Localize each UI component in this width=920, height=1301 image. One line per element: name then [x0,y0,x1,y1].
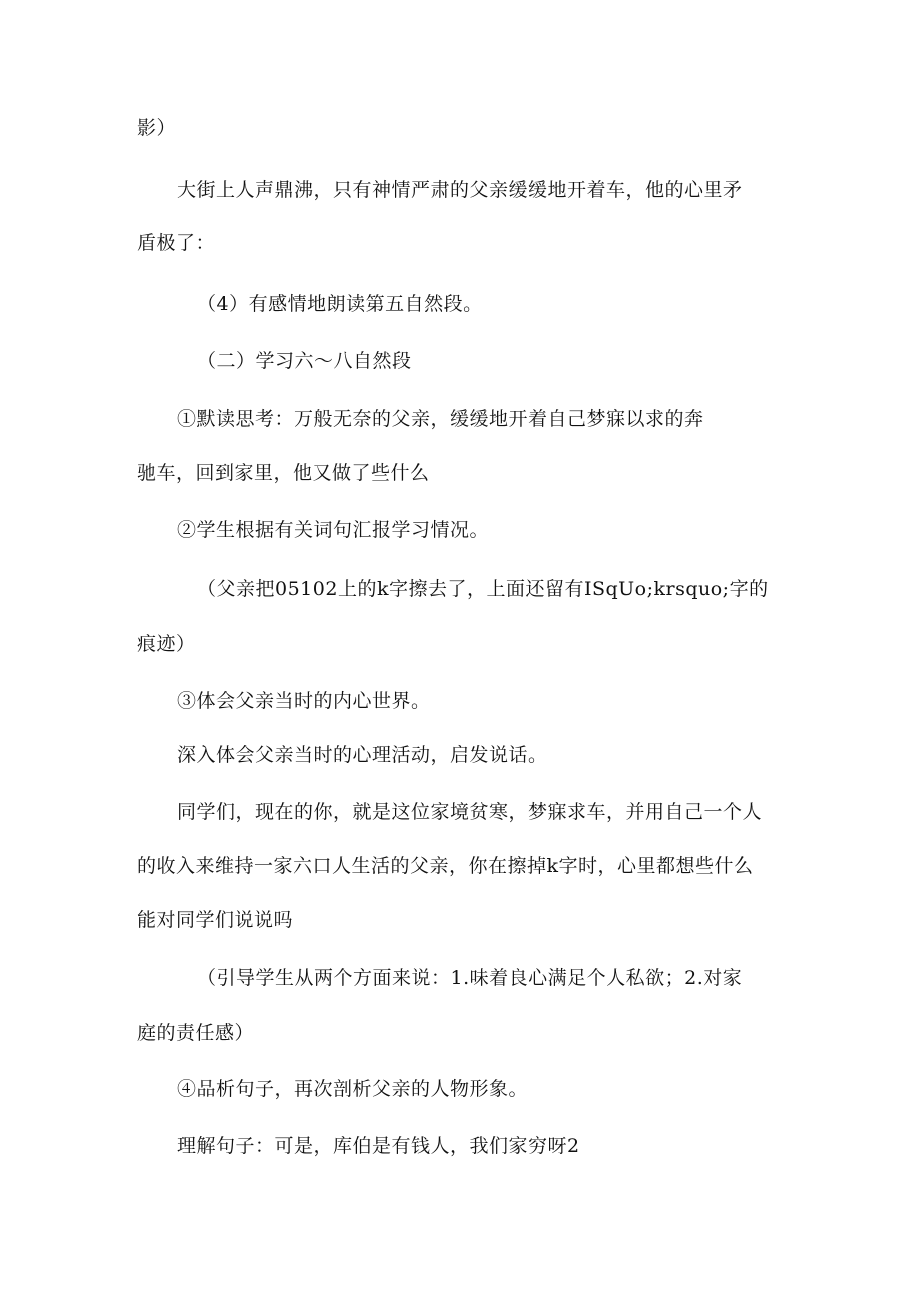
text-line-11: ③体会父亲当时的内心世界。 [177,690,431,712]
text-line-14: 的收入来维持一家六口人生活的父亲，你在擦掉k字时，心里都想些什么 [137,855,754,877]
text-line-16: （引导学生从两个方面来说：1.味着良心满足个人私欲；2.对家 [197,967,743,989]
text-line-5: （二）学习六～八自然段 [197,350,412,372]
text-line-8: ②学生根据有关词句汇报学习情况。 [177,519,490,541]
text-line-13: 同学们，现在的你，就是这位家境贫寒，梦寐求车，并用自己一个人 [177,801,763,823]
text-line-17: 庭的责任感） [137,1022,255,1044]
text-line-19: 理解句子：可是，库伯是有钱人，我们家穷呀2 [177,1135,580,1157]
text-line-10: 痕迹） [137,633,196,655]
text-line-7: 驰车，回到家里，他又做了些什么 [137,462,430,484]
text-line-15: 能对同学们说说吗 [137,909,294,931]
text-line-1: 影） [137,117,177,139]
text-line-2: 大街上人声鼎沸，只有神情严肃的父亲缓缓地开着车，他的心里矛 [177,179,743,201]
text-line-9: （父亲把05102上的k字擦去了，上面还留有ISqUo;krsquo;字的 [197,578,769,600]
text-line-6: ①默读思考：万般无奈的父亲，缓缓地开着自己梦寐以求的奔 [177,408,704,430]
text-line-3: 盾极了： [137,232,216,254]
text-line-4: （4）有感情地朗读第五自然段。 [197,293,483,315]
text-line-18: ④品析句子，再次剖析父亲的人物形象。 [177,1078,529,1100]
text-line-12: 深入体会父亲当时的心理活动，启发说话。 [177,744,548,766]
